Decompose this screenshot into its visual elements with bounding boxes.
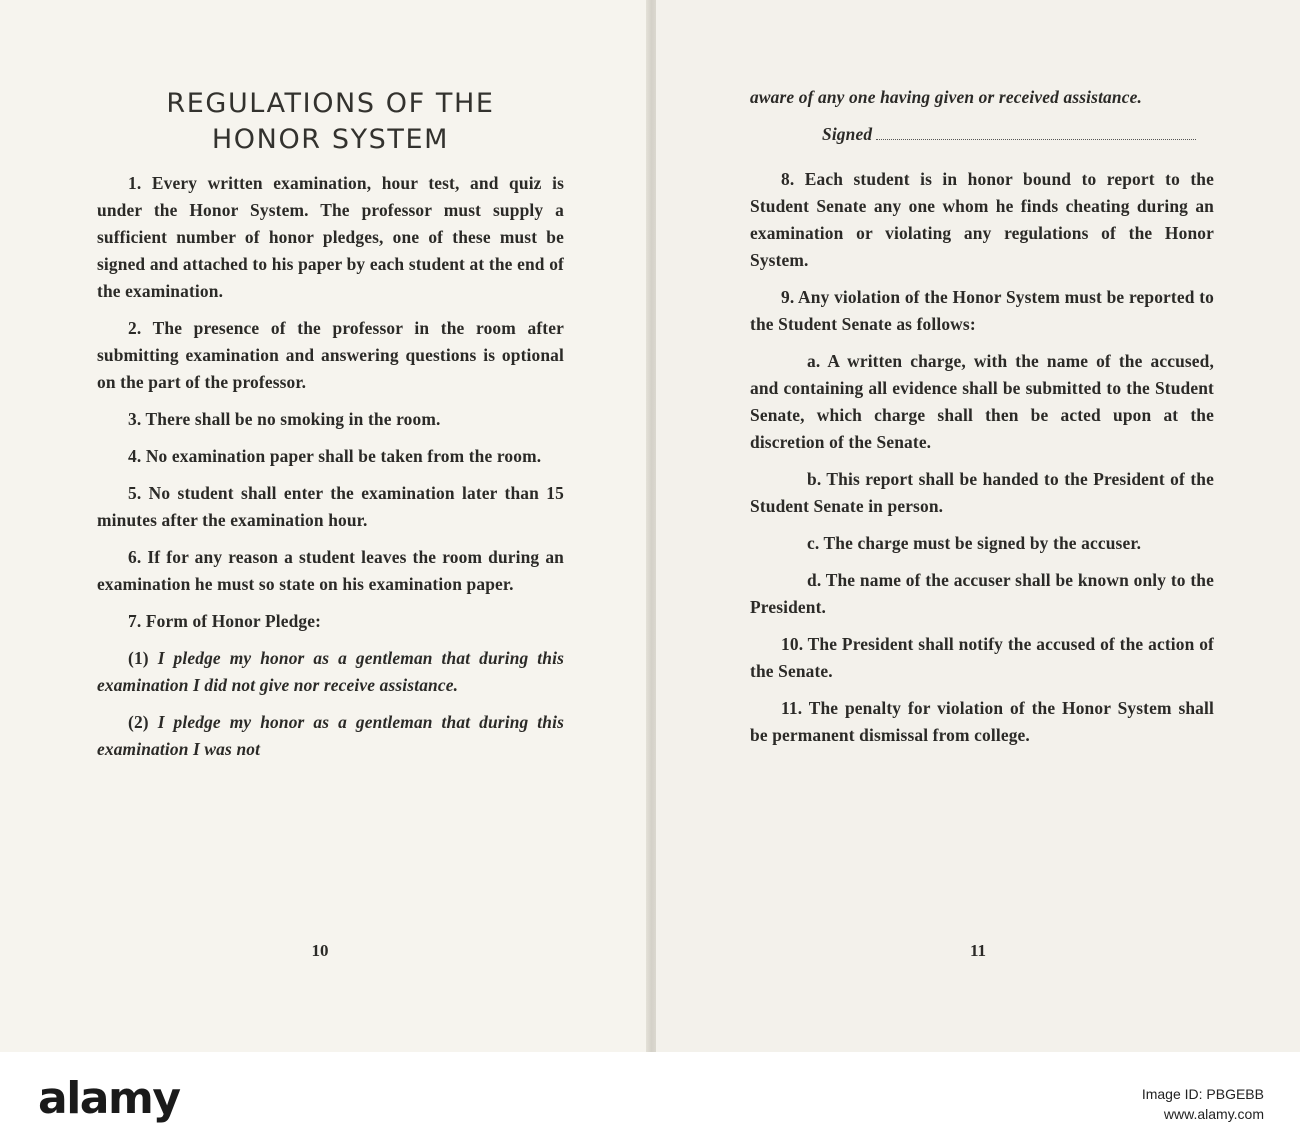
pledge-1-text: I pledge my honor as a gentleman that during this examination I did not give nor receive assistance.	[97, 648, 565, 695]
pledge-2-text: I pledge my honor as a gentleman that during this examination I was not	[97, 712, 565, 759]
right-column	[750, 84, 1214, 759]
rule-7: 7. Form of Honor Pledge:	[128, 611, 322, 631]
rule-8: 8. Each student is in honor bound to report to the Student Senate any one whom he finds cheating during an examination or violating any regulations of the Honor System.	[750, 169, 1214, 270]
rule-9d: d. The name of the accuser shall be known only to the President.	[750, 570, 1214, 617]
pledge-2-continued: aware of any one having given or received assistance.	[750, 87, 1142, 107]
title-line-2: HONOR SYSTEM	[211, 124, 450, 155]
rule-3: 3. There shall be no smoking in the room.	[128, 409, 441, 429]
page-number-left: 10	[311, 941, 329, 960]
pledge-1-number: (1)	[128, 648, 149, 668]
image-id-label: Image ID: PBGEBB	[1141, 1086, 1264, 1102]
title-line-1: REGULATIONS OF THE	[166, 88, 495, 119]
right-page	[656, 0, 1300, 1052]
left-column	[97, 170, 564, 773]
image-identifier	[1142, 1084, 1264, 1124]
rule-10: 10. The President shall notify the accused of the action of the Senate.	[750, 634, 1214, 681]
page-number-right: 11	[969, 941, 987, 960]
rule-9: 9. Any violation of the Honor System must be reported to the Student Senate as follows:	[750, 287, 1214, 334]
rule-5: 5. No student shall enter the examination later than 15 minutes after the examination hour.	[97, 483, 564, 530]
left-page	[0, 0, 648, 1052]
signature-dotted-line	[876, 125, 1196, 140]
rule-4: 4. No examination paper shall be taken from the room.	[128, 446, 542, 466]
rule-1: 1. Every written examination, hour test, and quiz is under the Honor System. The professor must supply a sufficient number of honor pledges, one of these must be signed and attached to his paper by each student at the end of the examination.	[97, 173, 564, 301]
pledge-2	[97, 709, 564, 763]
rule-6: 6. If for any reason a student leaves the room during an examination he must so state on his examination paper.	[97, 547, 564, 594]
pledge-2-number: (2)	[128, 712, 149, 732]
rule-9a: a. A written charge, with the name of the accused, and containing all evidence shall be submitted to the Student Senate, which charge shall then be acted upon at the discretion of the Senate.	[750, 351, 1214, 452]
rule-11: 11. The penalty for violation of the Honor System shall be permanent dismissal from college.	[750, 698, 1214, 745]
alamy-logo: alamy	[38, 1073, 180, 1124]
watermark-footer	[0, 1052, 1300, 1144]
signed-label: Signed	[822, 124, 873, 144]
signature-line	[750, 121, 1214, 148]
rule-2: 2. The presence of the professor in the room after submitting examination and answering questions is optional on the part of the professor.	[97, 318, 564, 392]
pledge-1	[97, 645, 564, 699]
rule-9c: c. The charge must be signed by the accuser.	[807, 533, 1142, 553]
site-url: www.alamy.com	[1163, 1106, 1264, 1122]
page-title	[97, 86, 564, 158]
rule-9b: b. This report shall be handed to the President of the Student Senate in person.	[750, 469, 1214, 516]
